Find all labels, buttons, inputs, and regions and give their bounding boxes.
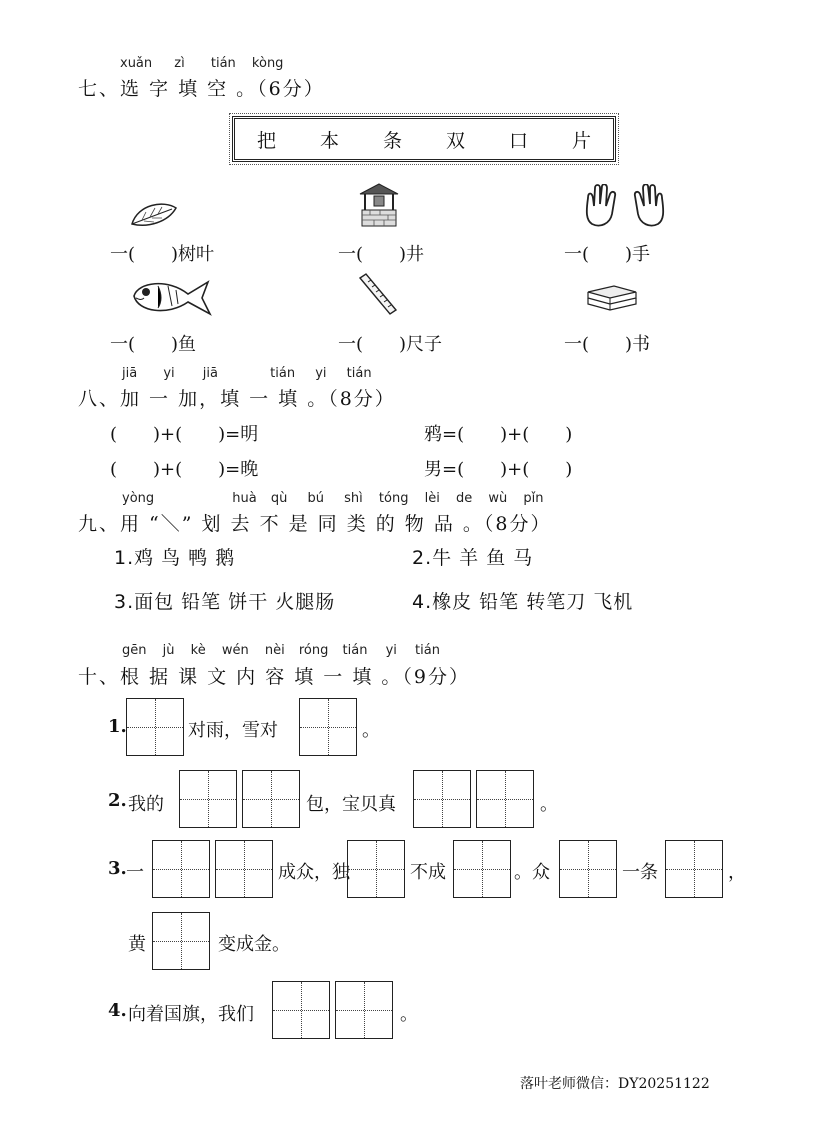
question-text: 黄: [128, 934, 146, 955]
books-icon: [584, 284, 640, 312]
question-text: 。: [540, 794, 558, 815]
leaf-icon: [128, 198, 180, 230]
s10-heading: [78, 662, 470, 689]
question-text: 。: [362, 720, 380, 741]
word-option: 把: [256, 129, 276, 152]
pinyin: tián: [346, 366, 372, 381]
tian-grid-cell[interactable]: [152, 912, 210, 970]
pinyin: de: [455, 491, 473, 506]
measure-word-blank[interactable]: 一( )井: [338, 244, 425, 265]
measure-word-blank[interactable]: 一( )尺子: [338, 334, 443, 355]
measure-word-blank[interactable]: 一( )手: [564, 244, 651, 265]
question-number: 2.: [108, 790, 127, 811]
question-text: 不成: [410, 862, 446, 883]
section-title: 九、用 “＼” 划 去 不 是 同 类 的 物 品 。: [78, 513, 484, 535]
pinyin: huà: [232, 491, 257, 506]
word-option: 本: [319, 129, 339, 152]
pinyin: jù: [162, 643, 175, 658]
question-number: 3.: [108, 858, 127, 879]
tian-grid-cell[interactable]: [126, 698, 184, 756]
pinyin: xuǎn: [120, 56, 153, 71]
s8-heading: [78, 384, 396, 411]
tian-grid-cell[interactable]: [453, 840, 511, 898]
fish-icon: [128, 276, 214, 318]
tian-grid-cell[interactable]: [242, 770, 300, 828]
pinyin: jiā: [122, 366, 138, 381]
question-text: 。众: [514, 862, 550, 883]
pinyin: wù: [488, 491, 508, 506]
s10-pinyin-row: [122, 643, 440, 658]
pinyin: gēn: [122, 643, 147, 658]
pinyin: tián: [210, 56, 236, 71]
measure-word-blank[interactable]: 一( )鱼: [110, 334, 197, 355]
word-option: 片: [571, 129, 591, 152]
group-row[interactable]: 1.鸡 鸟 鸭 鹅: [114, 547, 236, 569]
s9-heading: [78, 509, 551, 536]
s8-pinyin-row: [122, 366, 372, 381]
word-option: 双: [445, 129, 465, 152]
section-title: 七、选 字 填 空 。: [78, 78, 258, 100]
section-score: （8分）: [328, 388, 396, 410]
s9-pinyin-row: [122, 491, 544, 506]
word-option: 条: [382, 129, 402, 152]
section-title: 八、加 一 加，填 一 填 。: [78, 388, 329, 410]
tian-grid-cell[interactable]: [665, 840, 723, 898]
question-text: 成众，独: [278, 862, 350, 883]
section-score: （8分）: [483, 513, 552, 535]
measure-word-blank[interactable]: 一( )树叶: [110, 244, 215, 265]
tian-grid-cell[interactable]: [179, 770, 237, 828]
group-row[interactable]: 3.面包 铅笔 饼干 火腿肠: [114, 591, 336, 613]
tian-grid-cell[interactable]: [476, 770, 534, 828]
question-text: 一: [126, 862, 144, 883]
group-row[interactable]: 2.牛 羊 鱼 马: [412, 547, 534, 569]
section-score: （9分）: [402, 666, 470, 688]
pinyin: yi: [163, 366, 175, 381]
decompose-blank[interactable]: 鸦=( )+( ): [424, 424, 573, 445]
tian-grid-cell[interactable]: [272, 981, 330, 1039]
s7-heading: [78, 74, 325, 101]
question-number: 1.: [108, 716, 127, 737]
pinyin: zì: [174, 56, 185, 71]
question-text: 向着国旗，我们: [128, 1004, 254, 1025]
decompose-blank[interactable]: ( )+( )=晚: [110, 459, 259, 480]
pinyin: lèi: [424, 491, 440, 506]
pinyin: yòng: [122, 491, 155, 506]
question-text: 。: [400, 1004, 418, 1025]
s7-pinyin-row: [120, 56, 283, 71]
decompose-blank[interactable]: 男=( )+( ): [424, 459, 573, 480]
question-number: 4.: [108, 1000, 127, 1021]
ruler-icon: [356, 272, 398, 318]
pinyin: yi: [315, 366, 327, 381]
question-text: ，: [728, 862, 746, 883]
tian-grid-cell[interactable]: [335, 981, 393, 1039]
measure-word-blank[interactable]: 一( )书: [564, 334, 651, 355]
pinyin: tián: [342, 643, 368, 658]
pinyin: qù: [270, 491, 288, 506]
pinyin: tián: [270, 366, 296, 381]
word-choice-box: [232, 116, 616, 162]
hands-icon: [582, 184, 668, 230]
pinyin: nèi: [264, 643, 285, 658]
pinyin: jiā: [202, 366, 218, 381]
pinyin: shì: [344, 491, 363, 506]
question-text: 变成金。: [218, 934, 290, 955]
pinyin: kè: [190, 643, 206, 658]
pinyin: tóng: [378, 491, 409, 506]
tian-grid-cell[interactable]: [347, 840, 405, 898]
tian-grid-cell[interactable]: [215, 840, 273, 898]
word-option: 口: [508, 129, 528, 152]
section-title: 十、根 据 课 文 内 容 填 一 填 。: [78, 666, 403, 688]
pinyin: kòng: [251, 56, 284, 71]
tian-grid-cell[interactable]: [299, 698, 357, 756]
tian-grid-cell[interactable]: [559, 840, 617, 898]
pinyin: róng: [298, 643, 329, 658]
question-text: 对雨，雪对: [188, 720, 278, 741]
decompose-blank[interactable]: ( )+( )=明: [110, 424, 259, 445]
pinyin: pǐn: [523, 491, 544, 506]
pinyin: tián: [415, 643, 440, 658]
pinyin: yi: [385, 643, 397, 658]
question-text: 我的: [128, 794, 164, 815]
question-text: 一条: [622, 862, 658, 883]
tian-grid-cell[interactable]: [152, 840, 210, 898]
group-row[interactable]: 4.橡皮 铅笔 转笔刀 飞机: [412, 591, 634, 613]
pinyin: wén: [221, 643, 249, 658]
well-icon: [354, 180, 404, 230]
pinyin: bú: [307, 491, 325, 506]
footer-contact: 落叶老师微信：DY20251122: [520, 1076, 710, 1092]
question-text: 包，宝贝真: [306, 794, 396, 815]
section-score: （6分）: [257, 78, 325, 100]
tian-grid-cell[interactable]: [413, 770, 471, 828]
